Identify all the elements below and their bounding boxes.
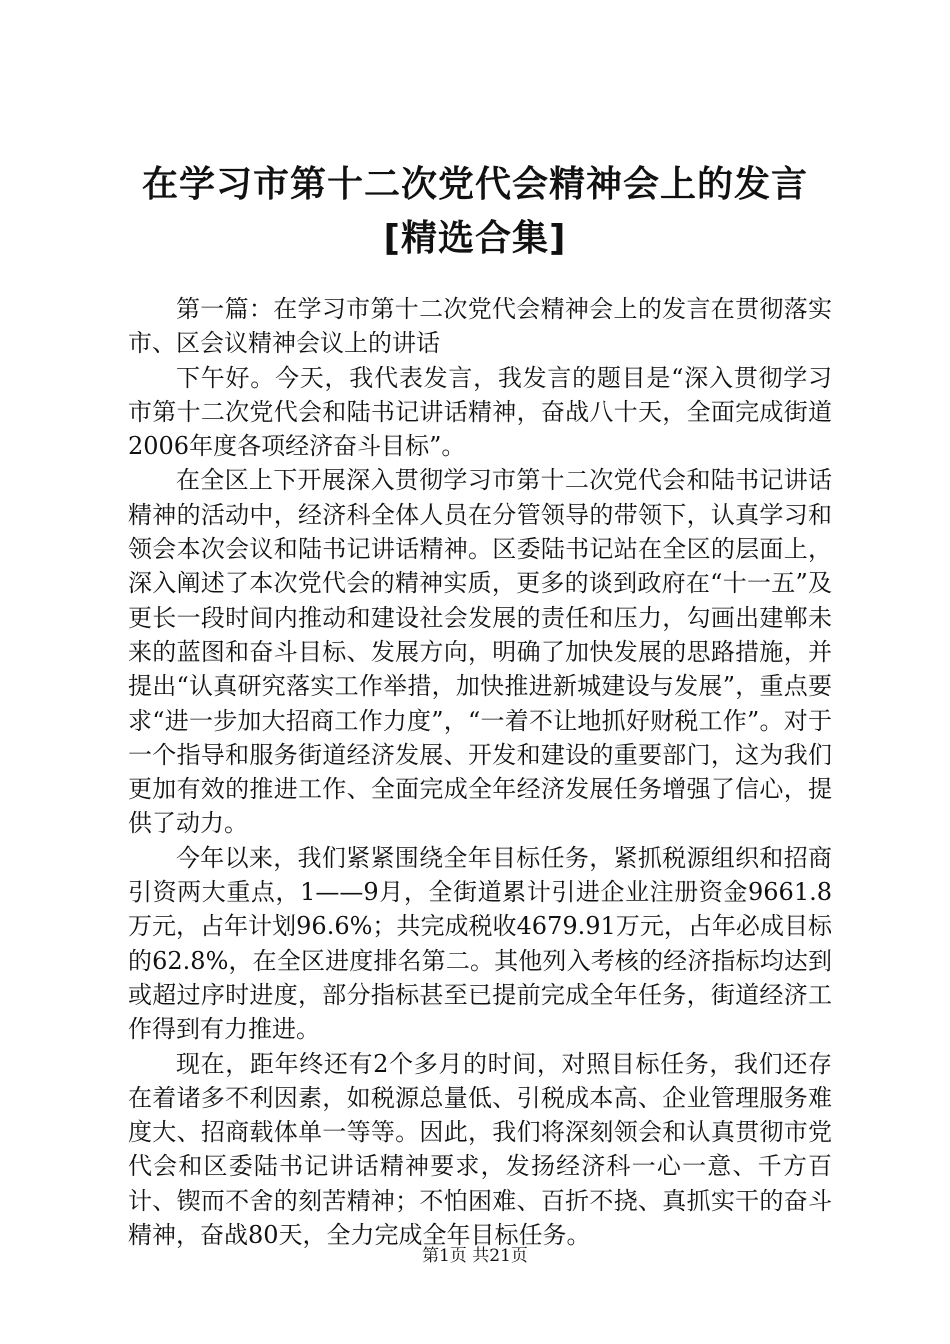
paragraph-1: 第一篇：在学习市第十二次党代会精神会上的发言在贯彻落实市、区会议精神会议上的讲话	[128, 295, 832, 358]
paragraph-5: 现在，距年终还有2个多月的时间，对照目标任务，我们还存在着诸多不利因素，如税源总量低、引税成本高、企业管理服务难度大、招商载体单一等等。因此，我们将深刻领会和认真贯彻市党代会和区委陆书记讲话精神要求，发扬经济科一心一意、千方百计、锲而不舍的刻苦精神；不怕困难、百折不挠、真抓实干的奋斗精神，奋战80天，全力完成全年目标任务。	[128, 1049, 832, 1250]
paragraph-4: 今年以来，我们紧紧围绕全年目标任务，紧抓税源组织和招商引资两大重点，1——9月，全街道累计引进企业注册资金9661.8万元，占年计划96.6%；共完成税收4679.91万元，占年必成目标的62.8%，在全区进度排名第二。其他列入考核的经济指标均达到或超过序时进度，部分指标甚至已提前完成全年任务，街道经济工作得到有力推进。	[128, 843, 832, 1044]
page-number-footer: 第1页 共21页	[422, 1246, 528, 1266]
paragraph-3: 在全区上下开展深入贯彻学习市第十二次党代会和陆书记讲话精神的活动中，经济科全体人员在分管领导的带领下，认真学习和领会本次会议和陆书记讲话精神。区委陆书记站在全区的层面上，深入阐述了本次党代会的精神实质，更多的谈到政府在“十一五”及更长一段时间内推动和建设社会发展的责任和压力，勾画出建郸未来的蓝图和奋斗目标、发展方向，明确了加快发展的思路措施，并提出“认真研究落实工作举措，加快推进新城建设与发展”，重点要求“进一步加大招商工作力度”，“一着不让地抓好财税工作”。对于一个指导和服务街道经济发展、开发和建设的重要部门，这为我们更加有效的推进工作、全面完成全年经济发展任务增强了信心，提供了动力。	[128, 466, 832, 838]
document-title: 在学习市第十二次党代会精神会上的发言[精选合集]	[141, 164, 808, 259]
paragraph-2: 下午好。今天，我代表发言，我发言的题目是“深入贯彻学习市第十二次党代会和陆书记讲话精神，奋战八十天，全面完成街道2006年度各项经济奋斗目标”。	[128, 363, 832, 461]
document-body	[128, 292, 832, 1252]
